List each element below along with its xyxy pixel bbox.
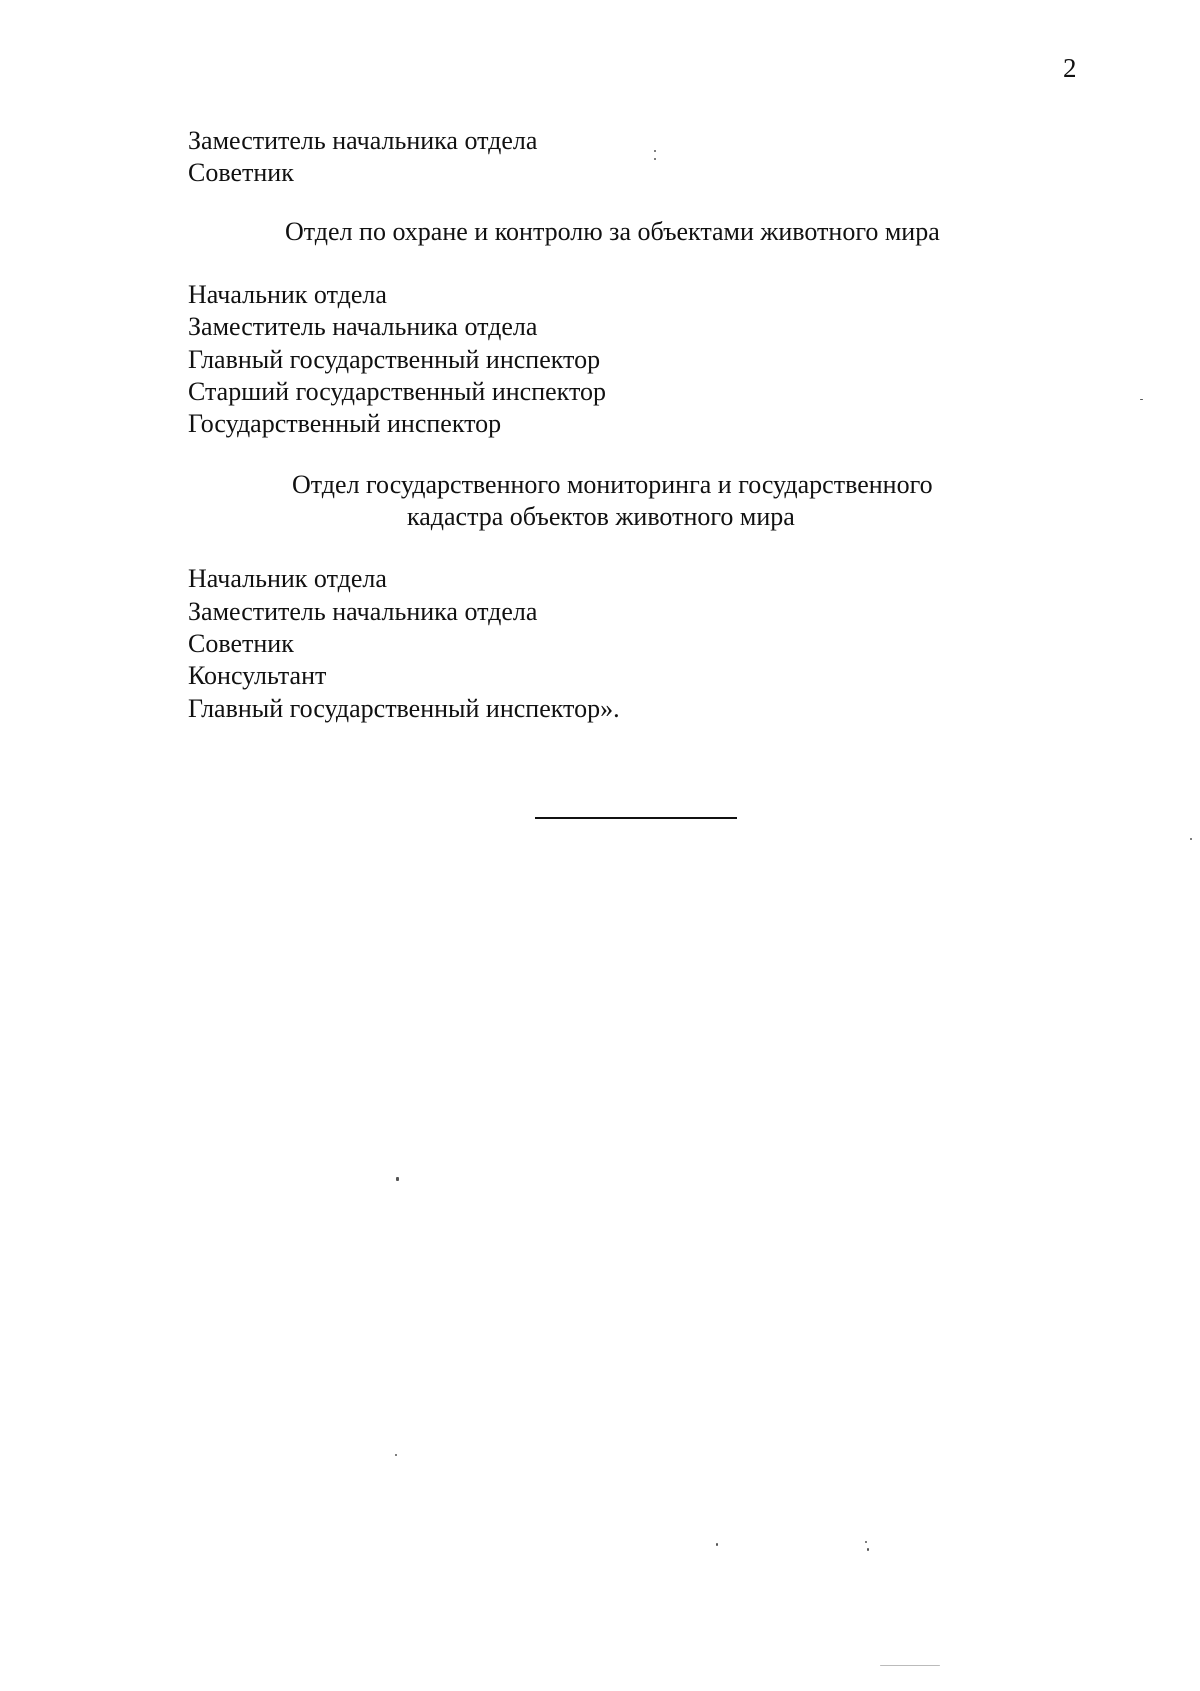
position-line: Советник [188,629,294,658]
scan-speck [395,1454,397,1456]
section-heading: Отдел по охране и контролю за объектами животного мира [285,217,940,246]
position-line: Государственный инспектор [188,409,502,438]
scan-speck [396,1177,399,1181]
position-line: Начальник отдела [188,280,387,309]
position-line: Начальник отдела [188,564,387,593]
position-line: Советник [188,158,294,187]
scan-speck [880,1665,940,1666]
scan-speck [1190,838,1192,840]
position-line: Консультант [188,661,327,690]
scan-speck [654,158,656,160]
scan-speck [1140,399,1143,400]
section-heading: кадастра объектов животного мира [407,502,795,531]
scan-speck [654,150,656,152]
page-number: 2 [1063,53,1077,83]
position-line: Заместитель начальника отдела [188,126,538,155]
scan-speck [865,1541,867,1543]
section-heading: Отдел государственного мониторинга и государственного [292,470,933,499]
position-line: Заместитель начальника отдела [188,597,538,626]
position-line: Главный государственный инспектор». [188,694,620,723]
position-line: Заместитель начальника отдела [188,312,538,341]
scan-speck [867,1548,869,1551]
position-line: Старший государственный инспектор [188,377,606,406]
position-line: Главный государственный инспектор [188,345,601,374]
scan-speck [716,1543,718,1546]
closing-rule [535,817,737,819]
